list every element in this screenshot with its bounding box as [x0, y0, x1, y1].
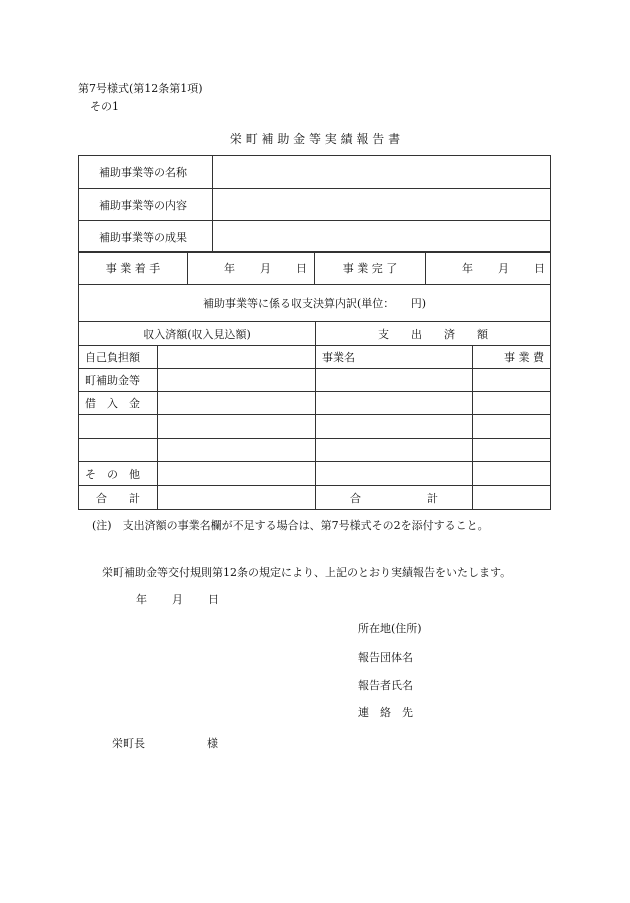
result-field[interactable]: [213, 221, 551, 253]
report-month: 月: [172, 593, 183, 606]
contact-label: 連 絡 先: [358, 706, 413, 719]
business-name-header: 事業名: [316, 346, 473, 369]
income-total-label: 合 計: [79, 486, 158, 510]
income-header: 収入済額(収入見込額): [79, 322, 316, 346]
form-number: 第7号様式(第12条第1項): [78, 82, 203, 95]
name-label: 補助事業等の名称: [79, 156, 213, 189]
complete-day: 日: [534, 262, 545, 275]
income-amount-field[interactable]: [158, 462, 316, 486]
start-date-field[interactable]: [188, 252, 315, 285]
start-month: 月: [260, 262, 271, 275]
report-year: 年: [136, 593, 147, 606]
income-amount-field[interactable]: [158, 392, 316, 415]
income-item-label: 借 入 金: [79, 392, 158, 415]
name-field[interactable]: [213, 156, 551, 189]
expense-total-field[interactable]: [473, 486, 551, 510]
business-cost-field[interactable]: [473, 415, 551, 439]
complete-month: 月: [498, 262, 509, 275]
complete-label: 事 業 完 了: [315, 252, 426, 285]
income-total-field[interactable]: [158, 486, 316, 510]
sub-number: その1: [90, 100, 119, 113]
income-amount-field[interactable]: [158, 439, 316, 462]
business-cost-field[interactable]: [473, 462, 551, 486]
business-cost-header: 事 業 費: [473, 346, 551, 369]
content-label: 補助事業等の内容: [79, 189, 213, 221]
complete-year: 年: [462, 262, 473, 275]
income-amount-field[interactable]: [158, 346, 316, 369]
income-amount-field[interactable]: [158, 415, 316, 439]
income-item-label: 町補助金等: [79, 369, 158, 392]
business-name-field[interactable]: [316, 439, 473, 462]
income-amount-field[interactable]: [158, 369, 316, 392]
expense-header: 支 出 済 額: [316, 322, 551, 346]
start-day: 日: [296, 262, 307, 275]
business-name-field[interactable]: [316, 415, 473, 439]
income-item-label: [79, 415, 158, 439]
report-day: 日: [208, 593, 219, 606]
income-item-label: 自己負担額: [79, 346, 158, 369]
business-name-field[interactable]: [316, 392, 473, 415]
result-label: 補助事業等の成果: [79, 221, 213, 253]
report-date-line: [136, 594, 219, 605]
note: (注) 支出済額の事業名欄が不足する場合は、第7号様式その2を添付すること。: [92, 519, 489, 532]
income-item-label: [79, 439, 158, 462]
start-label: 事 業 着 手: [79, 252, 188, 285]
business-cost-field[interactable]: [473, 369, 551, 392]
business-cost-field[interactable]: [473, 392, 551, 415]
honorific: 様: [207, 737, 218, 750]
business-cost-field[interactable]: [473, 439, 551, 462]
period-table: [78, 251, 551, 285]
statement: 栄町補助金等交付規則第12条の規定により、上記のとおり実績報告をいたします。: [102, 566, 512, 579]
business-name-field[interactable]: [316, 369, 473, 392]
income-item-label: そ の 他: [79, 462, 158, 486]
business-name-field[interactable]: [316, 462, 473, 486]
expense-total-label: 合 計: [316, 486, 473, 510]
page-title: 栄 町 補 助 金 等 実 績 報 告 書: [229, 132, 401, 146]
breakdown-table: [78, 284, 551, 510]
mayor-addressee: 栄町長: [112, 737, 145, 750]
address-label: 所在地(住所): [358, 622, 422, 635]
complete-date-field[interactable]: [426, 252, 551, 285]
content-field[interactable]: [213, 189, 551, 221]
reporter-name-label: 報告者氏名: [358, 679, 413, 692]
organization-label: 報告団体名: [358, 651, 413, 664]
basic-info-table: [78, 155, 551, 253]
breakdown-title: 補助事業等に係る収支決算内訳(単位： 円): [79, 285, 551, 322]
start-year: 年: [224, 262, 235, 275]
